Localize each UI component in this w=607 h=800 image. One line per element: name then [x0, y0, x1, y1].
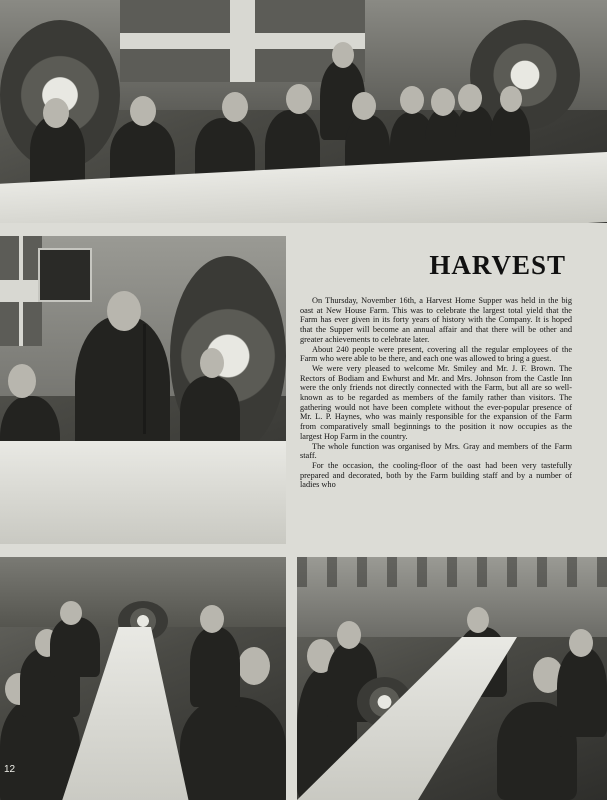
page-number: 12 [4, 764, 16, 775]
photo-diners-right [297, 557, 607, 800]
article-paragraph: On Thursday, November 16th, a Harvest Home Supper was held in the big oast at New House Farm. This was to celebrate the largest total yield that the Farm has ever given in its forty years of history with the Company. It is hoped that the Supper will become an annual affair and that there will be other and greater achievements to celebrate later. [300, 296, 572, 344]
photo-diners-left [0, 557, 286, 800]
photo-head-table [0, 0, 607, 223]
photo-speaker [0, 236, 286, 544]
article-paragraph: About 240 people were present, covering all the regular employees of the Farm who were able to be there, and each one was allowed to bring a guest. [300, 344, 572, 364]
article-paragraph: For the occasion, the cooling-floor of the oast had been very tastefully prepared and decorated, both by the Farm building staff and by a number of ladies who [300, 460, 572, 490]
article-paragraph: We were very pleased to welcome Mr. Smiley and Mr. J. F. Brown. The Rectors of Bodiam and Ewhurst and Mr. and Mrs. Johnson from the Castle Inn were the only friends not directly connected with the Farm, but all are so well-known as to be regarded as members of the family rather than visitors. The gathering would not have been complete without the ever-popular presence of Mr. L. P. Haynes, who was mainly responsible for the expansion of the Farm from comparatively small beginnings to the position it now occupies as the largest Hop Farm in the country. [300, 363, 572, 441]
article-heading: HARVEST [429, 250, 566, 280]
article [296, 250, 576, 550]
article-paragraph: The whole function was organised by Mrs. Gray and members of the Farm staff. [300, 441, 572, 461]
article-body [300, 296, 572, 490]
